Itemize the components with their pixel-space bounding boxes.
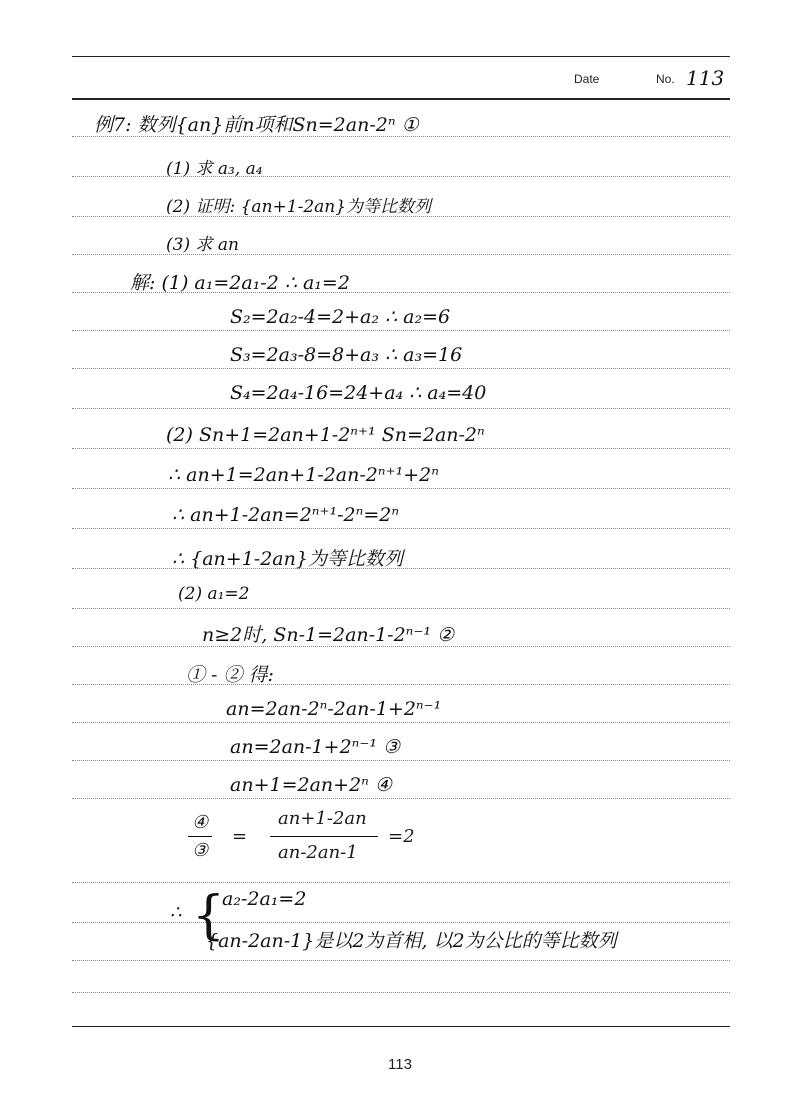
ruled-line [72,368,730,369]
question-3: (3) 求 an [166,235,239,255]
header-rule [72,98,730,100]
solution-line: an=2an-1+2ⁿ⁻¹ ③ [230,736,401,758]
fraction-equals: = [232,826,248,847]
left-brace: { [192,886,226,946]
conclusion-line: a₂-2a₁=2 [222,888,307,910]
ruled-line [72,528,730,529]
solution-line: S₄=2a₄-16=24+a₄ ∴ a₄=40 [230,382,487,404]
date-label: Date [574,72,600,86]
fraction-left-denominator: ③ [192,840,209,861]
solution-line: S₃=2a₃-8=8+a₃ ∴ a₃=16 [230,344,463,366]
conclusion-line: {an-2an-1}是以2为首相, 以2为公比的等比数列 [206,930,617,952]
fraction-right-denominator: an-2an-1 [278,842,358,863]
solution-line: ∴ an+1=2an+1-2an-2ⁿ⁺¹+2ⁿ [168,464,439,486]
bottom-rule [72,1026,730,1027]
solution-line: (2) a₁=2 [178,584,250,604]
solution-line: ① - ② 得: [186,664,274,686]
ruled-line [72,760,730,761]
question-2: (2) 证明: {an+1-2an}为等比数列 [166,197,432,217]
top-rule [72,56,730,57]
ruled-line [72,960,730,961]
ruled-line [72,488,730,489]
problem-statement: 例7: 数列{an}前n项和Sn=2an-2ⁿ ① [94,114,419,136]
page-number: 113 [388,1056,412,1073]
no-value: 113 [686,66,725,90]
ruled-line [72,722,730,723]
fraction-right-numerator: an+1-2an [278,808,367,829]
fraction-bar [270,836,378,837]
ruled-line [72,608,730,609]
fraction-bar [188,836,212,837]
solution-line: an+1=2an+2ⁿ ④ [230,774,392,796]
solution-line: (2) Sn+1=2an+1-2ⁿ⁺¹ Sn=2an-2ⁿ [166,424,485,446]
solution-line: n≥2时, Sn-1=2an-1-2ⁿ⁻¹ ② [202,624,455,646]
ruled-line [72,992,730,993]
therefore-symbol: ∴ [170,902,182,923]
solution-line: ∴ {an+1-2an}为等比数列 [172,548,403,570]
solution-line: S₂=2a₂-4=2+a₂ ∴ a₂=6 [230,306,451,328]
fraction-left-numerator: ④ [192,812,209,833]
ruled-line [72,684,730,685]
ruled-line [72,798,730,799]
fraction-result: =2 [388,826,415,847]
ruled-line [72,448,730,449]
question-1: (1) 求 a₃, a₄ [166,159,263,179]
ruled-line [72,408,730,409]
solution-line: an=2an-2ⁿ-2an-1+2ⁿ⁻¹ [226,698,442,720]
no-label: No. [656,72,675,86]
solution-line: ∴ an+1-2an=2ⁿ⁺¹-2ⁿ=2ⁿ [172,504,400,526]
solution-line: 解: (1) a₁=2a₁-2 ∴ a₁=2 [130,272,350,294]
ruled-line [72,330,730,331]
ruled-line [72,882,730,883]
